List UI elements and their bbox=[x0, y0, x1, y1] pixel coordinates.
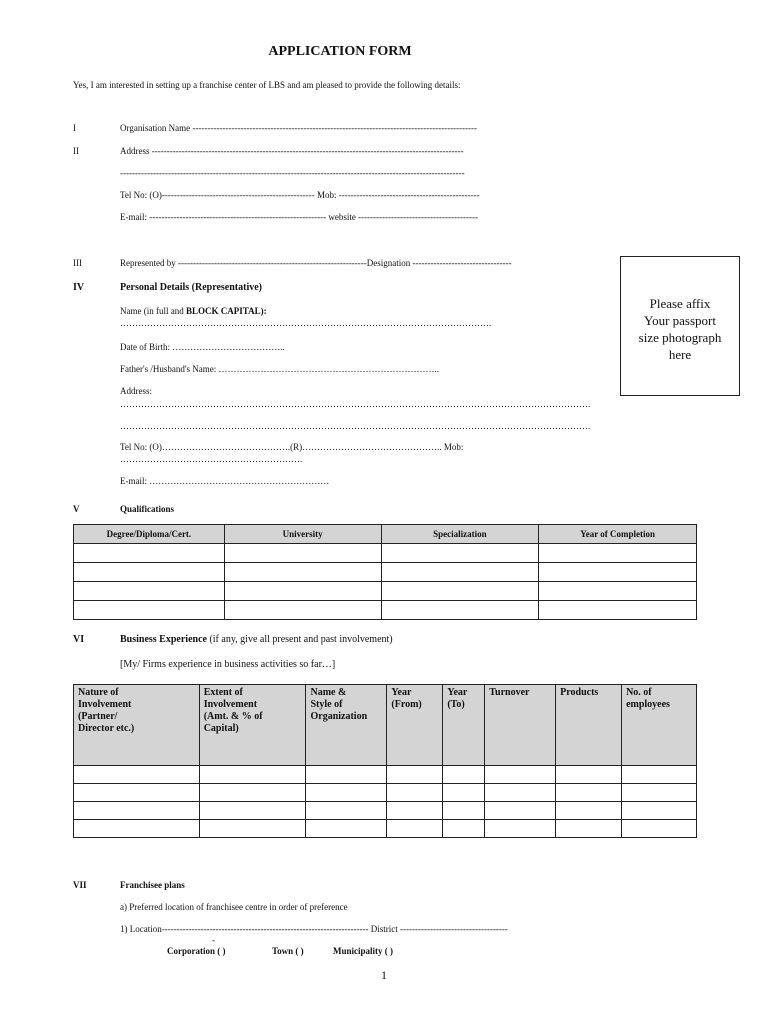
table-cell[interactable] bbox=[224, 544, 381, 563]
address-field[interactable]: Address -------------------------------------------------------------------------------------------------------- bbox=[120, 146, 464, 156]
table-cell[interactable] bbox=[74, 784, 200, 802]
table-cell[interactable] bbox=[539, 544, 697, 563]
table-cell[interactable] bbox=[387, 784, 443, 802]
tel-mob-field[interactable]: Tel No: (O)--------------------------------------------------- Mob: ----------------------------------------------- bbox=[120, 190, 480, 200]
table-cell[interactable] bbox=[199, 820, 306, 838]
table-cell[interactable] bbox=[485, 784, 556, 802]
table-cell[interactable] bbox=[74, 802, 200, 820]
table-cell[interactable] bbox=[622, 802, 697, 820]
father-husband-name-field[interactable]: Father's /Husband's Name: ……………………………………………………………….. bbox=[120, 364, 439, 374]
table-cell[interactable] bbox=[556, 820, 622, 838]
table-cell[interactable] bbox=[443, 784, 485, 802]
section-number: III bbox=[73, 258, 82, 268]
business-experience-subtext: [My/ Firms experience in business activities so far…] bbox=[120, 659, 336, 670]
table-cell[interactable] bbox=[387, 766, 443, 784]
column-header: Nature of Involvement (Partner/ Director etc.) bbox=[74, 685, 200, 766]
table-cell[interactable] bbox=[381, 582, 539, 601]
photo-instruction-line: size photograph bbox=[638, 330, 722, 345]
qualifications-heading: Qualifications bbox=[120, 504, 175, 514]
column-header: Products bbox=[556, 685, 622, 766]
table-cell[interactable] bbox=[556, 766, 622, 784]
address-field-line2[interactable]: ------------------------------------------------------------------------------------------------------------------- bbox=[120, 168, 465, 178]
table-row bbox=[74, 563, 697, 582]
table-cell[interactable] bbox=[485, 802, 556, 820]
photo-box bbox=[620, 256, 740, 396]
table-cell[interactable] bbox=[539, 582, 697, 601]
represented-by-field[interactable]: Represented by ---------------------------------------------------------------Designation --------------------------------- bbox=[120, 258, 512, 268]
column-header: Degree/Diploma/Cert. bbox=[74, 525, 225, 544]
column-header: Specialization bbox=[381, 525, 539, 544]
table-cell[interactable] bbox=[539, 601, 697, 620]
table-cell[interactable] bbox=[306, 784, 387, 802]
qualifications-table bbox=[73, 524, 697, 620]
table-row bbox=[74, 820, 697, 838]
table-row bbox=[74, 784, 697, 802]
table-cell[interactable] bbox=[74, 563, 225, 582]
page-number: 1 bbox=[381, 968, 387, 982]
town-checkbox[interactable]: Town ( ) bbox=[272, 946, 304, 956]
column-header: Year (From) bbox=[387, 685, 443, 766]
table-cell[interactable] bbox=[224, 563, 381, 582]
organisation-name-field[interactable]: Organisation Name ----------------------------------------------------------------------------------------------- bbox=[120, 123, 478, 133]
table-cell[interactable] bbox=[485, 766, 556, 784]
personal-address-field[interactable]: …………………………………………………………………………………………………………………………………………. bbox=[120, 399, 591, 409]
table-cell[interactable] bbox=[622, 820, 697, 838]
table-cell[interactable] bbox=[387, 820, 443, 838]
section-number: VI bbox=[73, 634, 85, 645]
table-cell[interactable] bbox=[443, 820, 485, 838]
form-title: APPLICATION FORM bbox=[268, 44, 412, 59]
table-cell[interactable] bbox=[443, 802, 485, 820]
personal-address-field-line2[interactable]: …………………………………………………………………………………………………………………………………………. bbox=[120, 421, 591, 431]
photo-instruction-line: here bbox=[668, 347, 692, 362]
location-district-field[interactable]: 1) Location--------------------------------------------------------------------- District ------------------------------------ bbox=[120, 924, 508, 934]
table-cell[interactable] bbox=[199, 766, 306, 784]
table-row bbox=[74, 544, 697, 563]
table-cell[interactable] bbox=[539, 563, 697, 582]
table-cell[interactable] bbox=[74, 544, 225, 563]
corporation-checkbox[interactable]: Corporation ( ) bbox=[167, 946, 226, 956]
date-of-birth-field[interactable]: Date of Birth: ……………………………….. bbox=[120, 342, 285, 352]
section-number: I bbox=[73, 123, 76, 133]
column-header: Name & Style of Organization bbox=[306, 685, 387, 766]
table-cell[interactable] bbox=[556, 784, 622, 802]
municipality-checkbox[interactable]: Municipality ( ) bbox=[333, 946, 393, 956]
column-header: Turnover bbox=[485, 685, 556, 766]
section-number: IV bbox=[73, 282, 85, 293]
table-cell[interactable] bbox=[199, 802, 306, 820]
section-number: VII bbox=[73, 880, 87, 890]
business-experience-heading: Business Experience (if any, give all present and past involvement) bbox=[120, 634, 393, 645]
personal-details-heading: Personal Details (Representative) bbox=[120, 282, 263, 293]
column-header: Year (To) bbox=[443, 685, 485, 766]
table-row bbox=[74, 601, 697, 620]
email-website-field[interactable]: E-mail: ----------------------------------------------------------- website ---------------------------------------- bbox=[120, 212, 478, 222]
preferred-location-text: a) Preferred location of franchisee centre in order of preference bbox=[120, 902, 348, 912]
personal-mob-field[interactable]: ……………………………………………………. bbox=[120, 454, 303, 464]
intro-text: Yes, I am interested in setting up a franchise center of LBS and am pleased to provide the following details: bbox=[73, 80, 461, 90]
table-cell[interactable] bbox=[485, 820, 556, 838]
table-header-row bbox=[74, 685, 697, 766]
photo-instruction-line: Your passport bbox=[644, 313, 716, 328]
table-cell[interactable] bbox=[199, 784, 306, 802]
table-cell[interactable] bbox=[381, 563, 539, 582]
table-header-row bbox=[74, 525, 697, 544]
table-cell[interactable] bbox=[443, 766, 485, 784]
column-header: No. of employees bbox=[622, 685, 697, 766]
table-cell[interactable] bbox=[622, 784, 697, 802]
table-cell[interactable] bbox=[381, 544, 539, 563]
table-cell[interactable] bbox=[224, 601, 381, 620]
table-cell[interactable] bbox=[74, 766, 200, 784]
table-cell[interactable] bbox=[74, 820, 200, 838]
table-cell[interactable] bbox=[224, 582, 381, 601]
business-experience-table bbox=[73, 684, 697, 838]
name-label: Name (in full and BLOCK CAPITAL): bbox=[120, 306, 267, 316]
photo-instruction-line: Please affix bbox=[649, 296, 711, 311]
table-cell[interactable] bbox=[74, 601, 225, 620]
section-number: II bbox=[73, 146, 79, 156]
table-row bbox=[74, 766, 697, 784]
table-cell[interactable] bbox=[306, 766, 387, 784]
column-header: University bbox=[224, 525, 381, 544]
table-cell[interactable] bbox=[381, 601, 539, 620]
dash-mark: - bbox=[212, 935, 215, 945]
table-cell[interactable] bbox=[622, 766, 697, 784]
address-label: Address: bbox=[120, 386, 152, 396]
franchisee-plans-heading: Franchisee plans bbox=[120, 880, 185, 890]
table-cell[interactable] bbox=[556, 802, 622, 820]
column-header: Year of Completion bbox=[539, 525, 697, 544]
table-cell[interactable] bbox=[306, 820, 387, 838]
table-cell[interactable] bbox=[306, 802, 387, 820]
section-number: V bbox=[73, 504, 80, 514]
column-header: Extent of Involvement (Amt. & % of Capital) bbox=[199, 685, 306, 766]
table-cell[interactable] bbox=[74, 582, 225, 601]
table-cell[interactable] bbox=[387, 802, 443, 820]
table-row bbox=[74, 802, 697, 820]
name-field[interactable]: ……………………………………………………………………………………………………………. bbox=[120, 318, 492, 328]
personal-email-field[interactable]: E-mail: …………………………………………………… bbox=[120, 476, 330, 486]
personal-tel-field[interactable]: Tel No: (O)…………………………………….(R)……………………………………….. Mob: bbox=[120, 442, 464, 452]
table-row bbox=[74, 582, 697, 601]
